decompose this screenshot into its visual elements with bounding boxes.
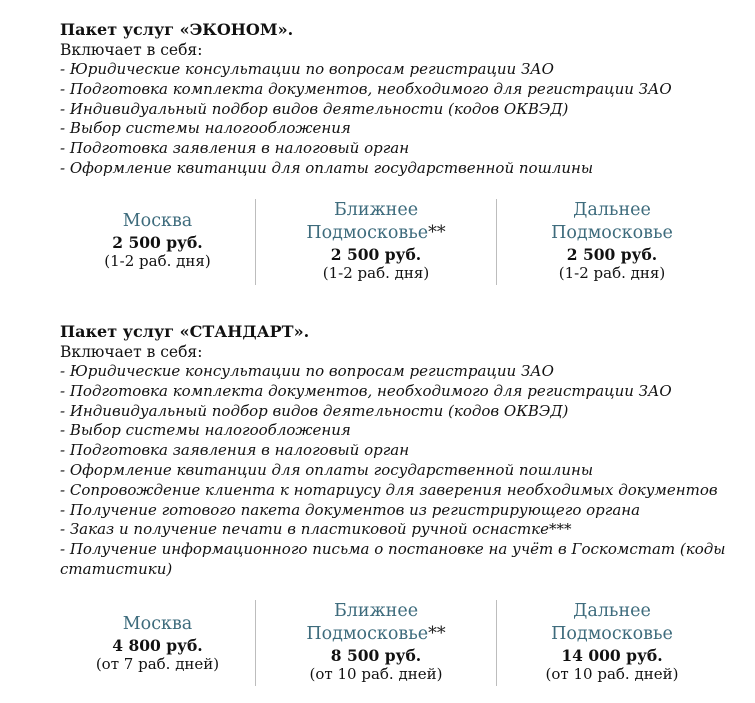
price-value: 2 500 руб.	[112, 233, 203, 252]
price-table-econom	[60, 199, 700, 289]
price-value: 8 500 руб.	[330, 646, 422, 665]
term-label: (1-2 раб. дня)	[322, 264, 430, 282]
list-item: - Юридические консультации по вопросам регистрации ЗАО	[60, 60, 554, 78]
region-label: Ближнее Подмосковье**	[306, 200, 446, 243]
package-standard	[60, 322, 725, 580]
region-label: Москва	[122, 614, 193, 634]
list-item: - Индивидуальный подбор видов деятельности (кодов ОКВЭД)	[60, 401, 569, 420]
region-label: Москва	[122, 211, 193, 231]
price-value: 2 500 руб.	[330, 245, 422, 264]
list-item: - Получение информационного письма о постановке на учёт в Госкомстат (коды	[60, 540, 726, 559]
list-item: - Юридические консультации по вопросам регистрации ЗАО	[60, 362, 554, 380]
price-col-near-region	[256, 600, 496, 690]
list-item: - Подготовка комплекта документов, необходимого для регистрации ЗАО	[60, 381, 672, 400]
footnote-mark: **	[428, 223, 446, 243]
package-intro: Включает в себя:	[60, 343, 203, 361]
list-item: - Подготовка заявления в налоговый орган	[60, 139, 410, 158]
package-title: Пакет услуг «СТАНДАРТ».	[60, 322, 310, 341]
list-item: - Выбор системы налогообложения	[60, 421, 351, 440]
list-item: - Сопровождение клиента к нотариусу для заверения необходимых документов	[60, 480, 718, 499]
region-label: Дальнее Подмосковье	[551, 601, 673, 644]
list-item: - Получение готового пакета документов из регистрирующего органа	[60, 500, 641, 519]
term-label: (от 10 раб. дней)	[545, 665, 679, 683]
list-item: - Оформление квитанции для оплаты государственной пошлины	[60, 460, 594, 479]
list-item: - Подготовка заявления в налоговый орган	[60, 441, 410, 460]
service-list	[60, 362, 725, 580]
list-item: статистики)	[60, 559, 173, 578]
price-value: 14 000 руб.	[561, 646, 663, 665]
price-value: 4 800 руб.	[112, 636, 203, 655]
price-col-near-region	[256, 199, 496, 289]
list-item: - Выбор системы налогообложения	[60, 119, 351, 138]
footnote-mark: **	[428, 624, 446, 644]
service-list	[60, 60, 672, 179]
list-item: - Индивидуальный подбор видов деятельности (кодов ОКВЭД)	[60, 99, 569, 118]
term-label: (от 10 раб. дней)	[309, 665, 443, 683]
region-label: Ближнее Подмосковье**	[306, 601, 446, 644]
price-col-moscow	[60, 199, 255, 300]
price-table-standard	[60, 600, 700, 690]
term-label: (от 7 раб. дней)	[95, 655, 220, 673]
package-econom	[60, 20, 672, 179]
price-col-moscow	[60, 600, 255, 703]
price-value: 2 500 руб.	[566, 245, 658, 264]
list-item: - Оформление квитанции для оплаты государственной пошлины	[60, 158, 594, 177]
list-item: - Заказ и получение печати в пластиковой ручной оснастке***	[60, 520, 572, 539]
list-item: - Подготовка комплекта документов, необходимого для регистрации ЗАО	[60, 79, 672, 98]
term-label: (1-2 раб. дня)	[104, 252, 211, 270]
package-intro: Включает в себя:	[60, 41, 203, 59]
price-col-far-region	[497, 600, 727, 690]
price-col-far-region	[497, 199, 727, 289]
region-label: Дальнее Подмосковье	[551, 200, 673, 243]
package-title: Пакет услуг «ЭКОНОМ».	[60, 20, 294, 39]
term-label: (1-2 раб. дня)	[558, 264, 666, 282]
